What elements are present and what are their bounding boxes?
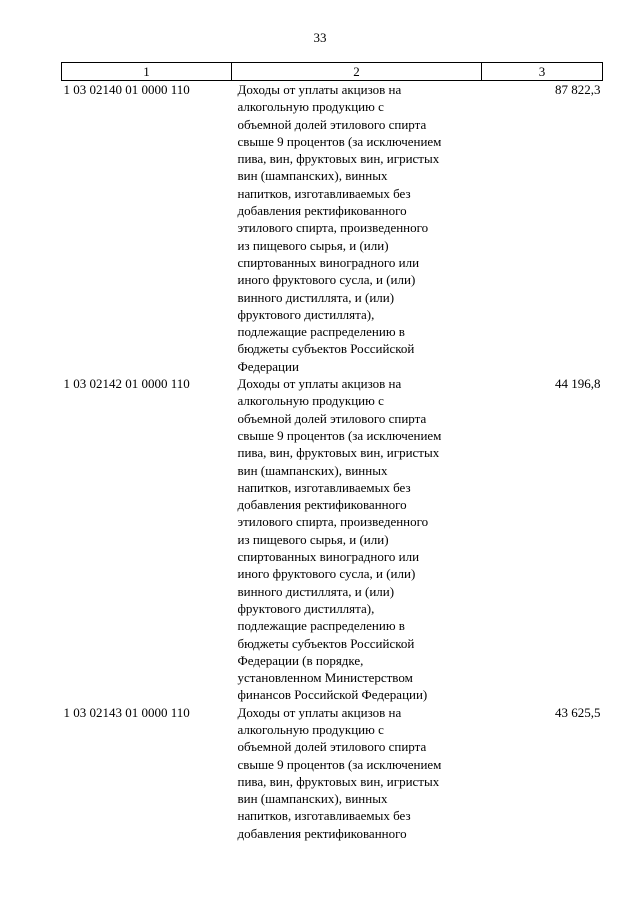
revenue-name-line: подлежащие распределению в [237,618,405,634]
revenue-name-line: напитков, изготавливаемых без [237,808,411,824]
revenue-name-line: фруктового дистиллята), [237,306,375,322]
revenue-name-line: пива, вин, фруктовых вин, игристых [237,445,440,461]
amount-cell: 87 822,3 [555,82,601,97]
revenue-name-line: напитков, изготавливаемых без [237,479,411,495]
budget-revenue-table [61,62,603,842]
revenue-name-cell [232,81,482,376]
table-body [62,81,603,843]
revenue-name-line: финансов Российской Федерации) [237,687,428,703]
column-header-name: 2 [232,63,482,81]
revenue-name-line: спиртованных виноградного или [237,549,420,565]
revenue-name-line: Доходы от уплаты акцизов на [237,376,402,392]
revenue-code-cell: 1 03 02142 01 0000 110 [63,376,190,392]
revenue-name-line: установленном Министерством [237,670,413,686]
revenue-name-line: Доходы от уплаты акцизов на [237,704,402,720]
table-row [62,375,603,704]
revenue-name-line: этилового спирта, произведенного [237,220,429,236]
amount-cell: 44 196,8 [555,376,601,392]
revenue-name-line: Доходы от уплаты акцизов на [237,82,402,97]
revenue-name-line: пива, вин, фруктовых вин, игристых [237,773,440,789]
revenue-name-line: иного фруктового сусла, и (или) [237,272,416,288]
revenue-name-cell [232,375,482,704]
revenue-name-line: вин (шампанских), винных [237,462,388,478]
revenue-name-line: добавления ректификованного [237,825,407,841]
revenue-name-line: свыше 9 процентов (за исключением [237,427,442,443]
table-row [62,81,603,376]
amount-cell: 43 625,5 [555,704,601,720]
revenue-name-line: вин (шампанских), винных [237,168,388,184]
page-number: 33 [313,30,327,45]
revenue-code-cell: 1 03 02143 01 0000 110 [63,704,190,720]
revenue-name-line: Федерации (в порядке, [237,652,364,668]
revenue-name-line: бюджеты субъектов Российской [237,341,415,357]
revenue-name-line: алкогольную продукцию с [237,721,384,737]
revenue-name-line: свыше 9 процентов (за исключением [237,756,442,772]
revenue-name-line: спиртованных виноградного или [237,254,420,270]
revenue-name-line: напитков, изготавливаемых без [237,185,411,201]
revenue-name-line: объемной долей этилового спирта [237,739,427,755]
revenue-name-line: подлежащие распределению в [237,324,405,340]
revenue-name-line: винного дистиллята, и (или) [237,583,395,599]
revenue-name-cell [232,704,482,842]
revenue-name-line: вин (шампанских), винных [237,791,388,807]
revenue-name-line: пива, вин, фруктовых вин, игристых [237,151,440,167]
revenue-name-line: объемной долей этилового спирта [237,410,427,426]
revenue-name-line: свыше 9 процентов (за исключением [237,133,442,149]
revenue-name-line: бюджеты субъектов Российской [237,635,415,651]
table-header-row [62,63,603,81]
revenue-name-line: из пищевого сырья, и (или) [237,237,389,253]
revenue-name-line: фруктового дистиллята), [237,600,375,616]
revenue-name-line: алкогольную продукцию с [237,99,384,115]
revenue-name-line: объемной долей этилового спирта [237,116,427,132]
revenue-name-line: Федерации [237,358,299,374]
column-header-code: 1 [62,63,232,81]
revenue-name-line: алкогольную продукцию с [237,393,384,409]
revenue-name-line: винного дистиллята, и (или) [237,289,395,305]
revenue-name-line: из пищевого сырья, и (или) [237,531,389,547]
revenue-code-cell: 1 03 02140 01 0000 110 [63,82,190,97]
revenue-name-line: иного фруктового сусла, и (или) [237,566,416,582]
revenue-name-line: добавления ректификованного [237,203,407,219]
revenue-name-line: добавления ректификованного [237,497,407,513]
table-row [62,704,603,842]
column-header-amount: 3 [482,63,603,81]
revenue-name-line: этилового спирта, произведенного [237,514,429,530]
